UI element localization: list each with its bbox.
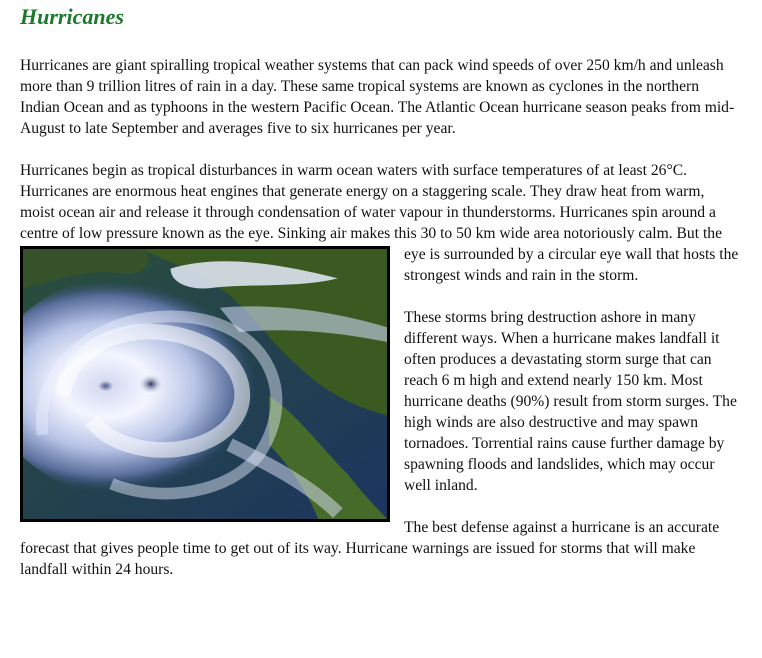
- paragraph-defense: The best defense against a hurricane is an accurate forecast that gives people time to get out of its way. Hurricane warnings are issued for storms that will make landfall within 24 hours.: [20, 519, 720, 578]
- paragraph-formation-tail: wall that hosts the strongest winds and rain in the storm.: [404, 246, 739, 284]
- hurricane-satellite-image: [20, 246, 390, 522]
- paragraph-intro: Hurricanes are giant spiralling tropical weather systems that can pack wind speeds of over 250 km/h and unleash more than 9 trillion litres of rain in a day. These same tropical systems are known as cyclones in the northern Indian Ocean and as typhoons in the western Pacific Ocean. The Atlantic Ocean hurricane season peaks from mid-August to late September and averages five to six hurricanes per year.: [20, 57, 735, 137]
- page-title: Hurricanes: [20, 4, 124, 29]
- hurricane-satellite-graphic: [23, 249, 387, 519]
- paragraph-formation: [20, 160, 740, 286]
- article-body: [20, 55, 740, 601]
- paragraph-formation-text: Hurricanes begin as tropical disturbances in warm ocean waters with surface temperatures of at least 26°C. Hurricanes are enormous heat engines that generate energy on a staggering scale. They draw heat from warm, moist ocean air and release it through condensation of water vapour in thunderstorms. Hurricanes spin around a centre of low pressure known as the eye. Sinking air makes this 30 to 50 km wide area notoriously calm. But the eye is surrounded by a circular eye: [20, 162, 722, 263]
- paragraph-destruction-text: These storms bring destruction ashore in many different ways. When a hurricane makes landfall it often produces a devastating storm surge that can reach 6 m high and extend nearly 150 km. Most hurricane deaths (90%) result from storm surges. The high winds are also destructive and may spawn tornadoes. Torrential rains cause further damage by spawning floods and landslides, which may occur well inland.: [404, 309, 737, 494]
